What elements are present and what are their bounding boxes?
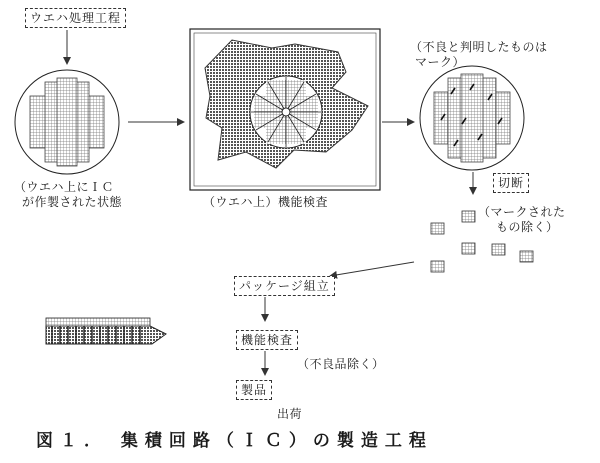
figure-caption: 図１． 集積回路（ＩＣ）の製造工程: [36, 431, 433, 451]
wafer-caption-line1: （ウエハ上にＩＣ: [14, 180, 115, 194]
final-test-note: （不良品除く）: [297, 357, 385, 371]
dicing-note-line2: もの除く）: [496, 220, 559, 234]
step-final-test: 機能検査: [236, 330, 298, 350]
wafer-with-marks: [420, 66, 524, 170]
wafer-with-ics: [15, 70, 119, 174]
packaged-ic: [46, 318, 166, 344]
dicing-note-line1: （マークされた: [478, 205, 566, 219]
mark-caption-line1: （不良と判明したものは: [410, 40, 548, 54]
probe-test-image: [190, 29, 380, 190]
wafer-test-caption: （ウエハ上）機能検査: [203, 195, 329, 209]
arrow-dicing-to-package: [330, 262, 414, 276]
step-dicing: 切断: [493, 173, 529, 193]
step-package-assembly: パッケージ組立: [234, 276, 335, 296]
step-product: 製品: [236, 380, 272, 400]
mark-caption-line2: マーク）: [415, 55, 466, 69]
step-wafer-process: ウエハ処理工程: [25, 8, 126, 28]
wafer-caption-line2: が作製された状態: [22, 195, 123, 209]
shipping-label: 出荷: [277, 407, 303, 421]
